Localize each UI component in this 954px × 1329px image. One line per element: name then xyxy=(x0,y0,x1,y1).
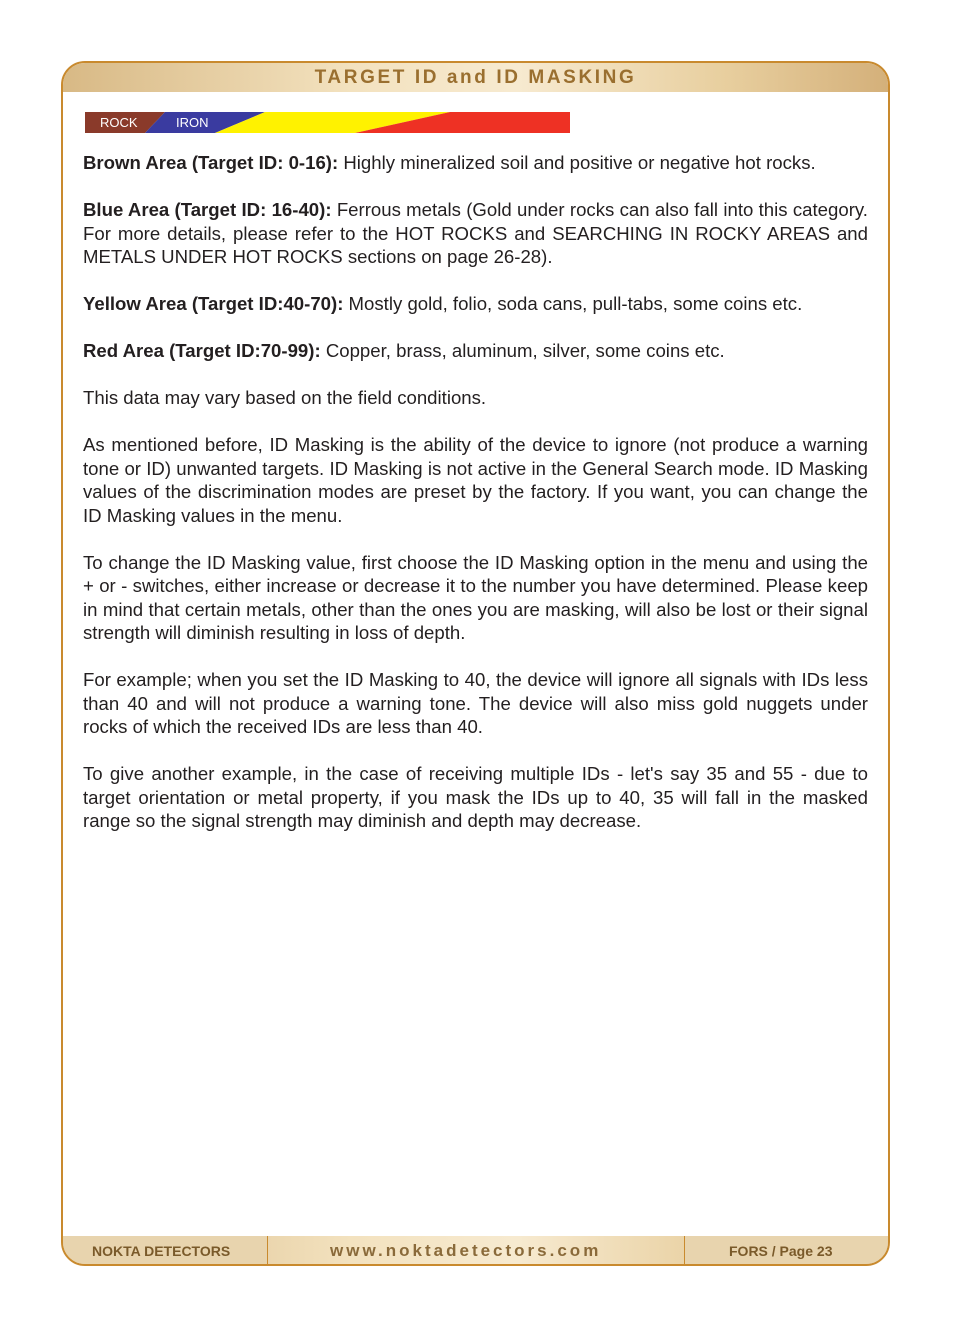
target-id-color-bar xyxy=(85,112,570,133)
brown-area-text: Highly mineralized soil and positive or negative hot rocks. xyxy=(338,152,816,173)
paragraph-brown-area xyxy=(83,151,868,175)
brown-area-label: Brown Area (Target ID: 0-16): xyxy=(83,152,339,173)
rock-label: ROCK xyxy=(100,115,138,130)
paragraph-red-area xyxy=(83,339,868,363)
red-area-text: Copper, brass, aluminum, silver, some coins etc. xyxy=(320,340,725,361)
body-text xyxy=(83,151,868,856)
page-title: TARGET ID and ID MASKING xyxy=(314,67,637,88)
yellow-area-text: Mostly gold, folio, soda cans, pull-tabs, some coins etc. xyxy=(343,293,803,314)
blue-area-text: Ferrous metals (Gold under rocks can also fall into this category. For more details, please refer to the HOT ROCKS and SEARCHING IN ROCKY AREAS and METALS UNDER HOT ROCKS sections on page 26-28). xyxy=(83,199,868,267)
paragraph-yellow-area xyxy=(83,292,868,316)
iron-label: IRON xyxy=(176,115,209,130)
footer-page-number: FORS / Page 23 xyxy=(729,1243,833,1259)
yellow-area-label: Yellow Area (Target ID:40-70): xyxy=(83,293,344,314)
blue-area-label: Blue Area (Target ID: 16-40): xyxy=(83,199,332,220)
footer-brand: NOKTA DETECTORS xyxy=(92,1243,231,1259)
paragraph-field-conditions: This data may vary based on the field conditions. xyxy=(83,387,487,408)
paragraph-id-masking-definition: As mentioned before, ID Masking is the ability of the device to ignore (not produce a warning tone or ID) unwanted targets. ID Masking is not active in the General Search mode. ID Masking values of the discrimination modes are preset by the factory. If you want, you can change the ID Masking values in the menu. xyxy=(83,434,868,526)
paragraph-example-two: To give another example, in the case of receiving multiple IDs - let's say 35 and 55 - due to target orientation or metal property, if you mask the IDs up to 40, 35 will fall in the masked range so the signal strength may diminish and depth may decrease. xyxy=(83,763,868,831)
paragraph-example-one: For example; when you set the ID Masking to 40, the device will ignore all signals with IDs less than 40 and will not produce a warning tone. The device will also miss gold nuggets under rocks of which the received IDs are less than 40. xyxy=(83,669,868,737)
red-area-label: Red Area (Target ID:70-99): xyxy=(83,340,321,361)
footer-website: www.noktadetectors.com xyxy=(330,1241,602,1260)
paragraph-change-id-masking: To change the ID Masking value, first choose the ID Masking option in the menu and using the + or - switches, either increase or decrease it to the number you have determined. Please keep in mind that certain metals, other than the ones you are masking, will also be lost or their signal strength will diminish resulting in loss of depth. xyxy=(83,551,868,643)
paragraph-blue-area xyxy=(83,198,868,269)
